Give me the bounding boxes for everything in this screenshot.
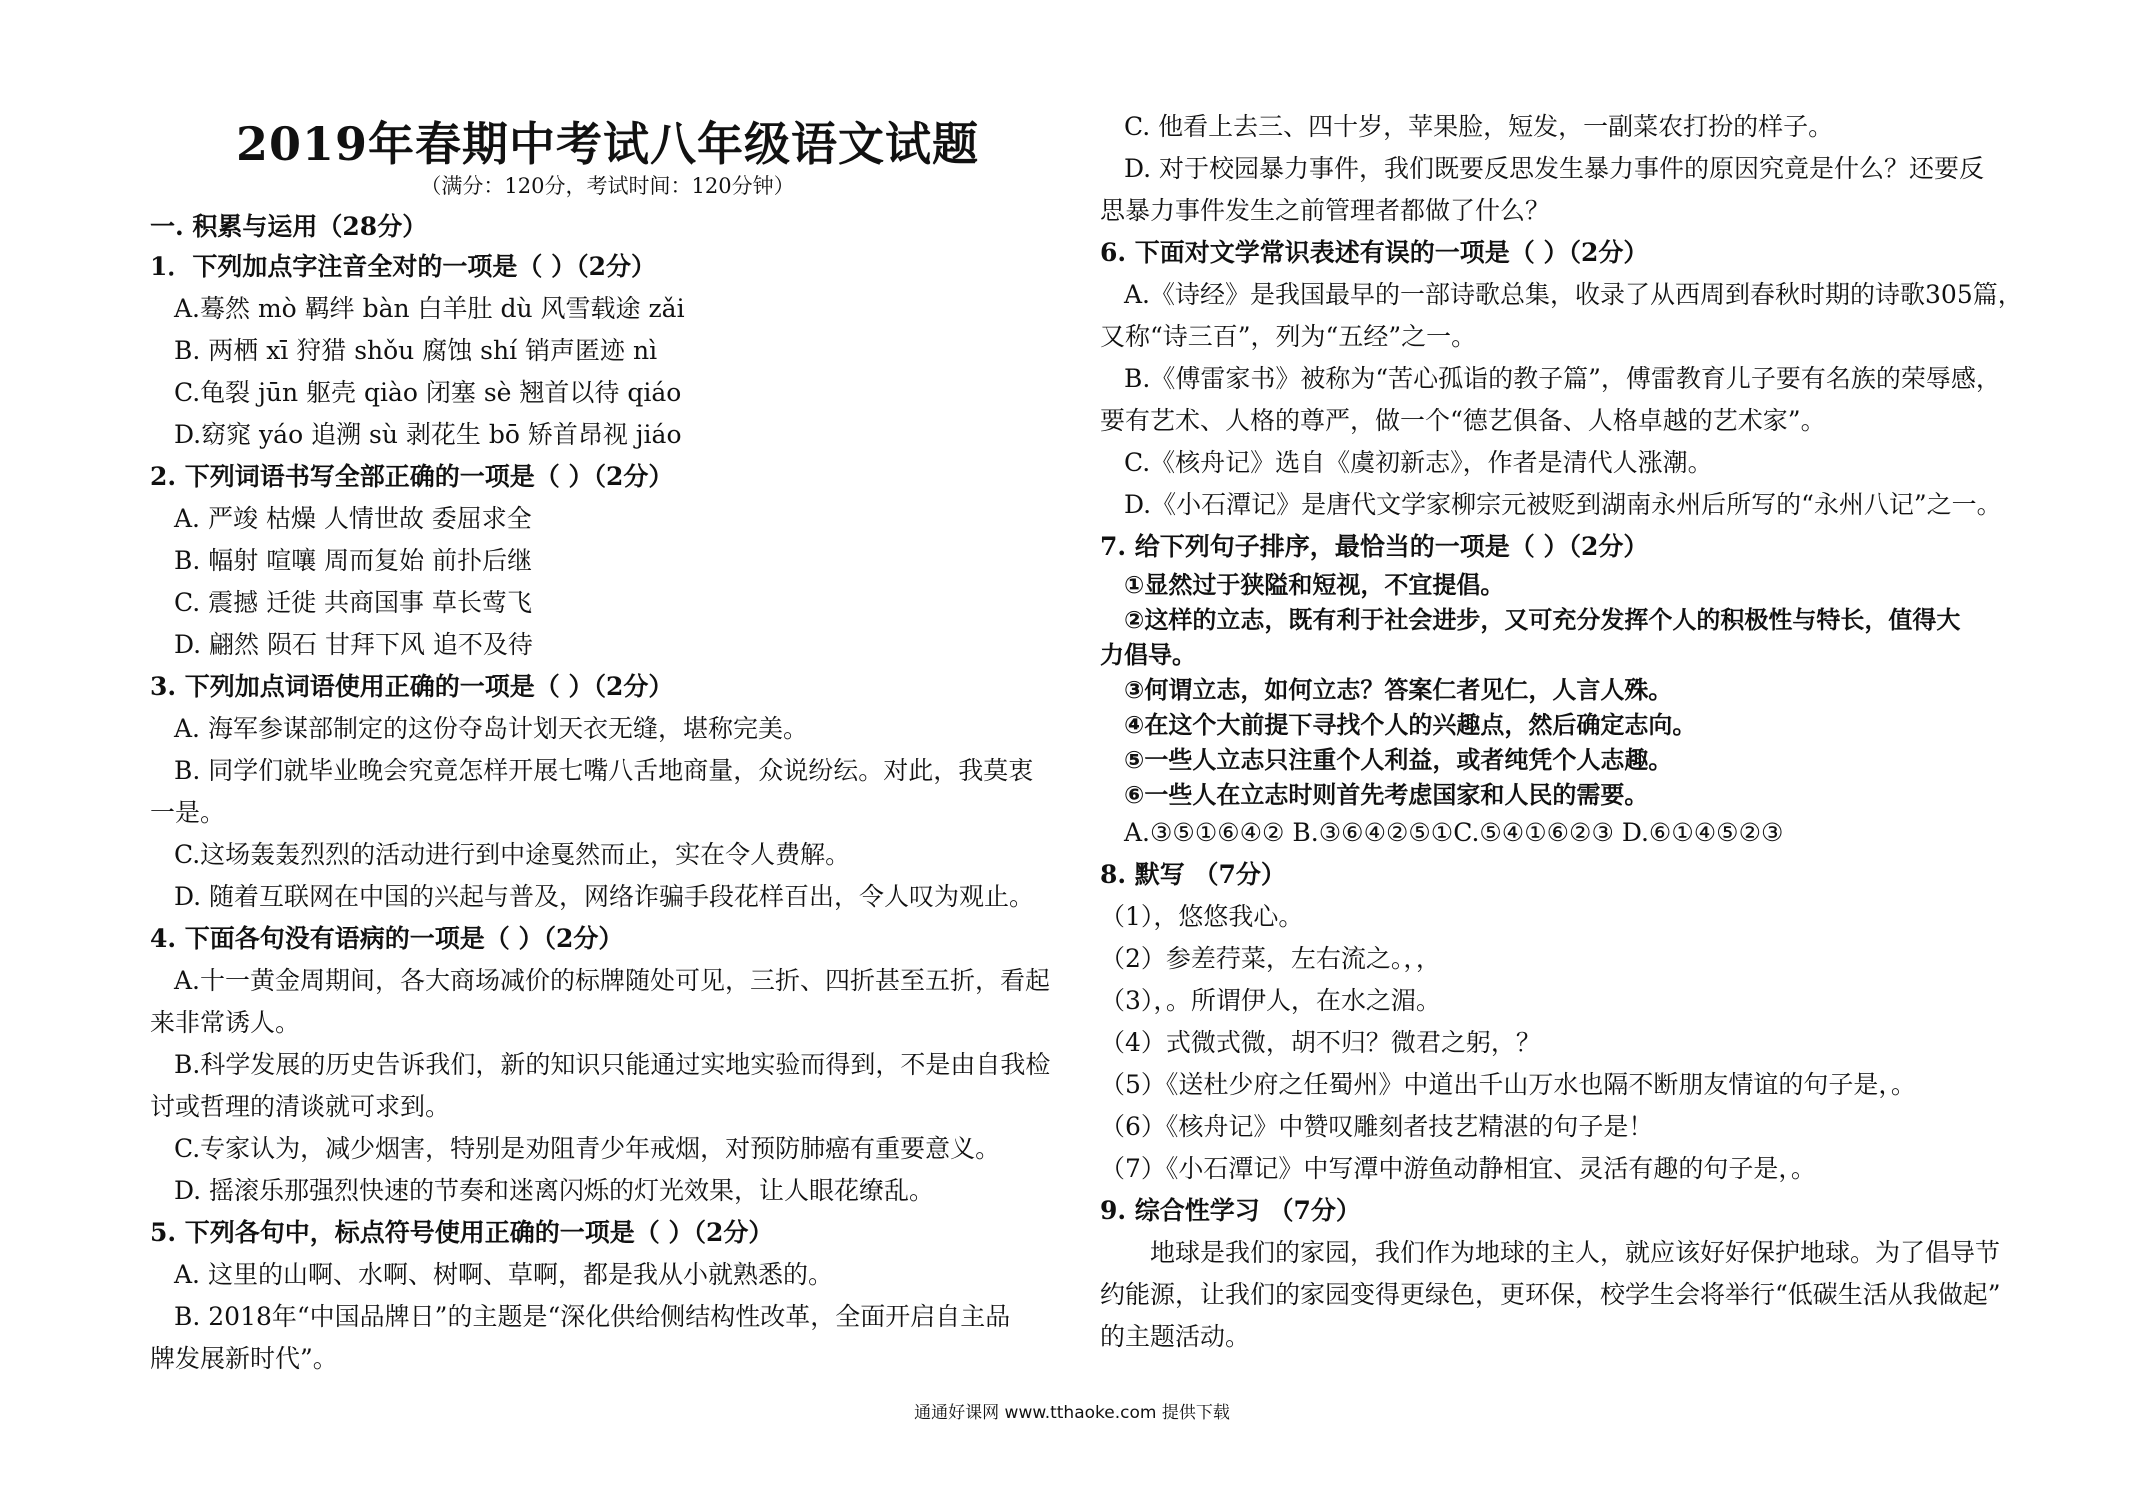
question-2-option-c: C. 震撼 迁徙 共商国事 草长莺飞 — [174, 588, 532, 617]
question-9-paragraph-line-2: 约能源，让我们的家园变得更绿色，更环保，校学生会将举行“低碳生活从我做起” — [1100, 1280, 2001, 1309]
question-4-stem: 4. 下面各句没有语病的一项是（ ）（2分） — [150, 924, 624, 953]
question-8-item-7: （7）《小石潭记》中写潭中游鱼动静相宜、灵活有趣的句子是，。 — [1100, 1154, 1816, 1183]
question-7-sentence-1: ①显然过于狭隘和短视，不宜提倡。 — [1124, 571, 1505, 599]
question-3-option-d: D. 随着互联网在中国的兴起与普及，网络诈骗手段花样百出，令人叹为观止。 — [174, 882, 1035, 911]
question-5-option-b-continued: 牌发展新时代”。 — [150, 1344, 338, 1373]
question-4-option-c: C.专家认为，减少烟害，特别是劝阻青少年戒烟，对预防肺癌有重要意义。 — [174, 1134, 1001, 1163]
question-4-option-a-continued: 来非常诱人。 — [150, 1008, 301, 1037]
exam-info: （满分：120分，考试时间：120分钟） — [420, 174, 795, 198]
question-7-sentence-2: ②这样的立志，既有利于社会进步，又可充分发挥个人的积极性与特长，值得大 — [1124, 606, 1961, 634]
question-5-option-b: B. 2018年“中国品牌日”的主题是“深化供给侧结构性改革，全面开启自主品 — [174, 1302, 1011, 1331]
question-6-option-a-continued: 又称“诗三百”，列为“五经”之一。 — [1100, 322, 1477, 351]
question-6-stem: 6. 下面对文学常识表述有误的一项是（ ）（2分） — [1100, 238, 1649, 267]
question-8-item-6: （6）《核舟记》中赞叹雕刻者技艺精湛的句子是！ — [1100, 1112, 1654, 1141]
question-8-item-1: （1），悠悠我心。 — [1100, 902, 1304, 931]
page-title: 2019年春期中考试八年级语文试题 — [235, 117, 980, 171]
question-9-stem: 9. 综合性学习 （7分） — [1100, 1196, 1361, 1225]
question-2-option-d: D. 翩然 陨石 甘拜下风 追不及待 — [174, 630, 533, 659]
question-1-option-d: D.窈窕 yáo 追溯 sù 剥花生 bō 矫首昂视 jiáo — [174, 420, 682, 449]
question-8-item-2: （2）参差荇菜，左右流之。，， — [1100, 944, 1441, 973]
question-3-option-c: C.这场轰轰烈烈的活动进行到中途戛然而止，实在令人费解。 — [174, 840, 851, 869]
question-3-option-a: A. 海军参谋部制定的这份夺岛计划天衣无缝，堪称完美。 — [174, 714, 808, 743]
question-5-option-c: C. 他看上去三、四十岁，苹果脸，短发，一副菜农打扮的样子。 — [1124, 112, 1834, 141]
question-8-item-3: （3），。所谓伊人，在水之湄。 — [1100, 986, 1441, 1015]
question-1-option-a: A.蓦然 mò 羁绊 bàn 白羊肚 dù 风雪载途 zǎi — [174, 294, 685, 323]
question-4-option-a: A.十一黄金周期间，各大商场减价的标牌随处可见，三折、四折甚至五折，看起 — [174, 966, 1051, 995]
question-9-paragraph-line-1: 地球是我们的家园，我们作为地球的主人，就应该好好保护地球。为了倡导节 — [1150, 1238, 2001, 1267]
question-2-option-b: B. 幅射 喧嚷 周而复始 前扑后继 — [174, 546, 533, 575]
question-7-sentence-3: ③何谓立志，如何立志？答案仁者见仁，人言人殊。 — [1124, 676, 1673, 704]
question-6-option-b: B.《傅雷家书》被称为“苦心孤诣的教子篇”，傅雷教育儿子要有名族的荣辱感， — [1124, 364, 2001, 393]
question-5-option-d-continued: 思暴力事件发生之前管理者都做了什么？ — [1100, 196, 1551, 225]
question-7-sentence-2-continued: 力倡导。 — [1100, 641, 1196, 669]
question-6-option-c: C.《核舟记》选自《虞初新志》，作者是清代人涨潮。 — [1124, 448, 1713, 477]
question-7-stem: 7. 给下列句子排序，最恰当的一项是（ ）（2分） — [1100, 532, 1649, 561]
question-5-option-d: D. 对于校园暴力事件，我们既要反思发生暴力事件的原因究竟是什么？还要反 — [1124, 154, 1985, 183]
question-8-item-5: （5）《送杜少府之任蜀州》中道出千山万水也隔不断朋友情谊的句子是，。 — [1100, 1070, 1916, 1099]
section-heading: 一. 积累与运用（28分） — [150, 212, 428, 241]
question-4-option-b: B.科学发展的历史告诉我们，新的知识只能通过实地实验而得到，不是由自我检 — [174, 1050, 1051, 1079]
question-9-paragraph-line-3: 的主题活动。 — [1100, 1322, 1251, 1351]
question-3-stem: 3. 下列加点词语使用正确的一项是（ ）（2分） — [150, 672, 674, 701]
question-4-option-b-continued: 讨或哲理的清谈就可求到。 — [150, 1092, 451, 1121]
question-7-sentence-6: ⑥一些人在立志时则首先考虑国家和人民的需要。 — [1124, 781, 1649, 809]
question-6-option-a: A.《诗经》是我国最早的一部诗歌总集，收录了从西周到春秋时期的诗歌305篇， — [1124, 280, 2023, 309]
question-6-option-d: D.《小石潭记》是唐代文学家柳宗元被贬到湖南永州后所写的“永州八记”之一。 — [1124, 490, 2002, 519]
question-2-option-a: A. 严竣 枯燥 人情世故 委屈求全 — [174, 504, 532, 533]
question-5-option-a: A. 这里的山啊、水啊、树啊、草啊，都是我从小就熟悉的。 — [174, 1260, 833, 1289]
footer-download-note: 通通好课网 www.tthaoke.com 提供下载 — [914, 1403, 1230, 1423]
question-3-option-b: B. 同学们就毕业晚会究竟怎样开展七嘴八舌地商量，众说纷纭。对此，我莫衷 — [174, 756, 1034, 785]
question-7-options: A.③⑤①⑥④② B.③⑥④②⑤①C.⑤④①⑥②③ D.⑥①④⑤②③ — [1124, 818, 1784, 847]
question-6-option-b-continued: 要有艺术、人格的尊严，做一个“德艺俱备、人格卓越的艺术家”。 — [1100, 406, 1826, 435]
question-7-sentence-4: ④在这个大前提下寻找个人的兴趣点，然后确定志向。 — [1124, 711, 1697, 739]
question-1-option-c: C.龟裂 jūn 躯壳 qiào 闭塞 sè 翘首以待 qiáo — [174, 378, 682, 407]
question-7-sentence-5: ⑤一些人立志只注重个人利益，或者纯凭个人志趣。 — [1124, 746, 1673, 774]
question-3-option-b-continued: 一是。 — [150, 798, 226, 827]
question-8-item-4: （4）式微式微，胡不归？微君之躬，？ — [1100, 1028, 1541, 1057]
question-5-stem: 5. 下列各句中，标点符号使用正确的一项是（ ）（2分） — [150, 1218, 774, 1247]
question-1-stem: 1．下列加点字注音全对的一项是（ ）（2分） — [150, 252, 656, 281]
question-1-option-b: B. 两栖 xī 狩猎 shǒu 腐蚀 shí 销声匿迹 nì — [174, 336, 658, 365]
question-2-stem: 2. 下列词语书写全部正确的一项是（ ）（2分） — [150, 462, 674, 491]
question-8-stem: 8. 默写 （7分） — [1100, 860, 1286, 889]
question-4-option-d: D. 摇滚乐那强烈快速的节奏和迷离闪烁的灯光效果，让人眼花缭乱。 — [174, 1176, 935, 1205]
